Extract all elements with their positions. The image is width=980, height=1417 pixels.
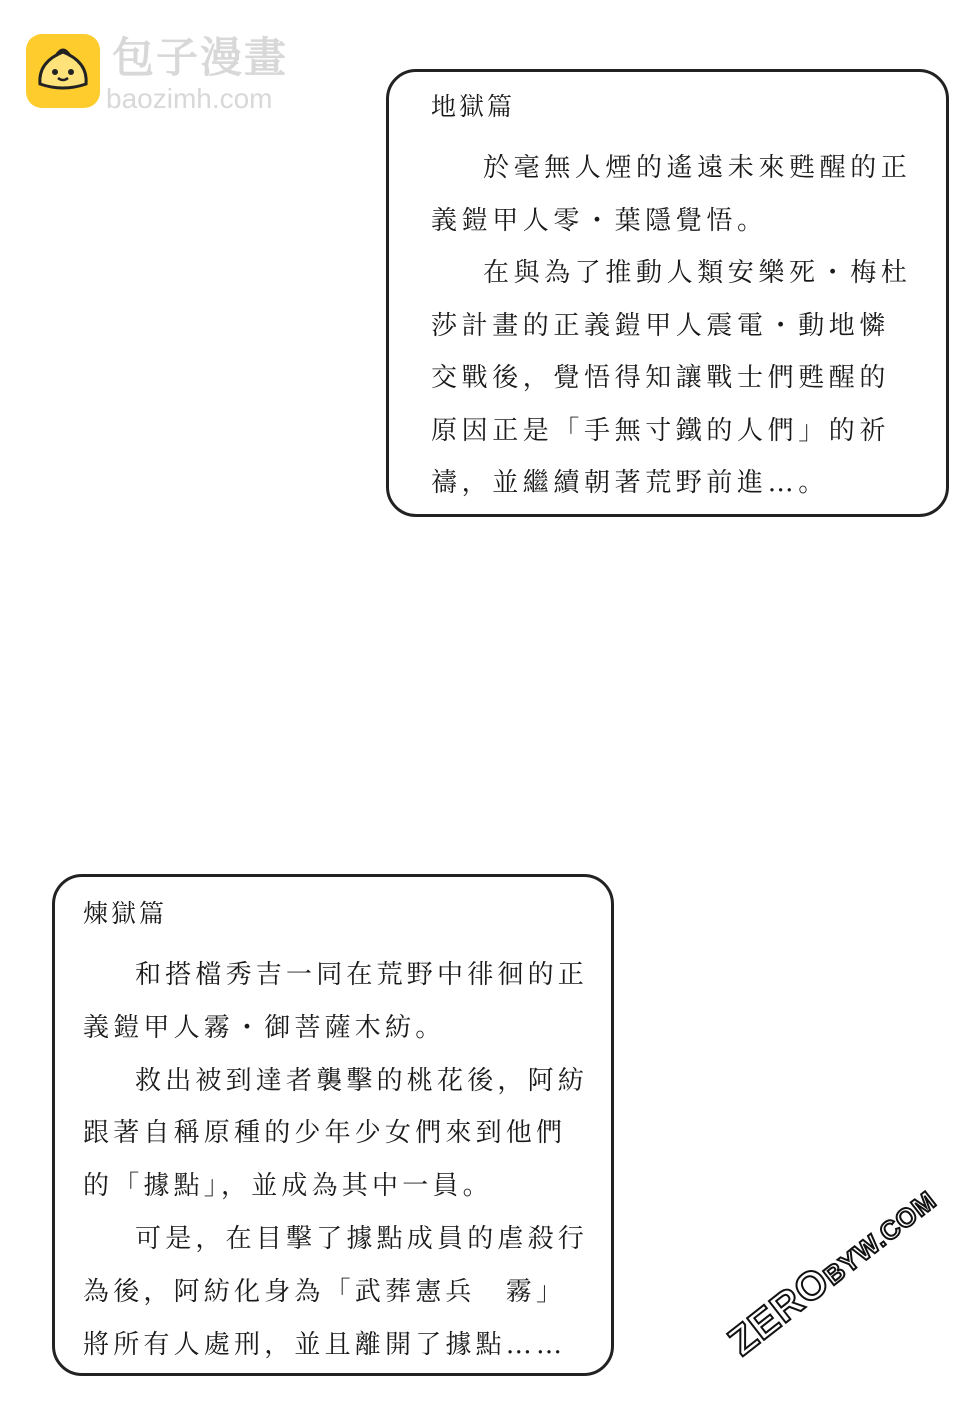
synopsis-box-hell [386,69,949,517]
bun-logo-icon [26,34,100,108]
logo-subtitle: baozimh.com [106,83,273,114]
paragraph: 和搭檔秀吉一同在荒野中徘徊的正義鎧甲人霧・御菩薩木紡。 [83,960,589,1043]
paragraph: 救出被到達者襲擊的桃花後，阿紡跟著自稱原種的少年少女們來到他們的「據點」，並成為其中一員。 [83,1065,589,1202]
watermark-small: BYW.COM [817,1184,942,1291]
synopsis-box-purgatory [52,874,614,1376]
paragraph: 可是，在目擊了據點成員的虐殺行為後，阿紡化身為「武葬憲兵 霧」將所有人處刑，並且離開了據點…… [83,1223,589,1360]
corner-watermark [720,1176,944,1365]
paragraph: 在與為了推動人類安樂死・梅杜莎計畫的正義鎧甲人震電・動地憐交戰後，覺悟得知讓戰士們甦醒的原因正是「手無寸鐵的人們」的祈禱，並繼續朝著荒野前進…。 [431,258,912,498]
section-title: 地獄篇 [431,92,516,121]
watermark-main: ZERO [720,1258,839,1365]
site-logo [26,34,326,114]
section-title: 煉獄篇 [83,899,168,928]
paragraph: 於毫無人煙的遙遠未來甦醒的正義鎧甲人零・葉隱覺悟。 [431,153,912,236]
logo-title: 包子漫畫 [112,33,289,82]
